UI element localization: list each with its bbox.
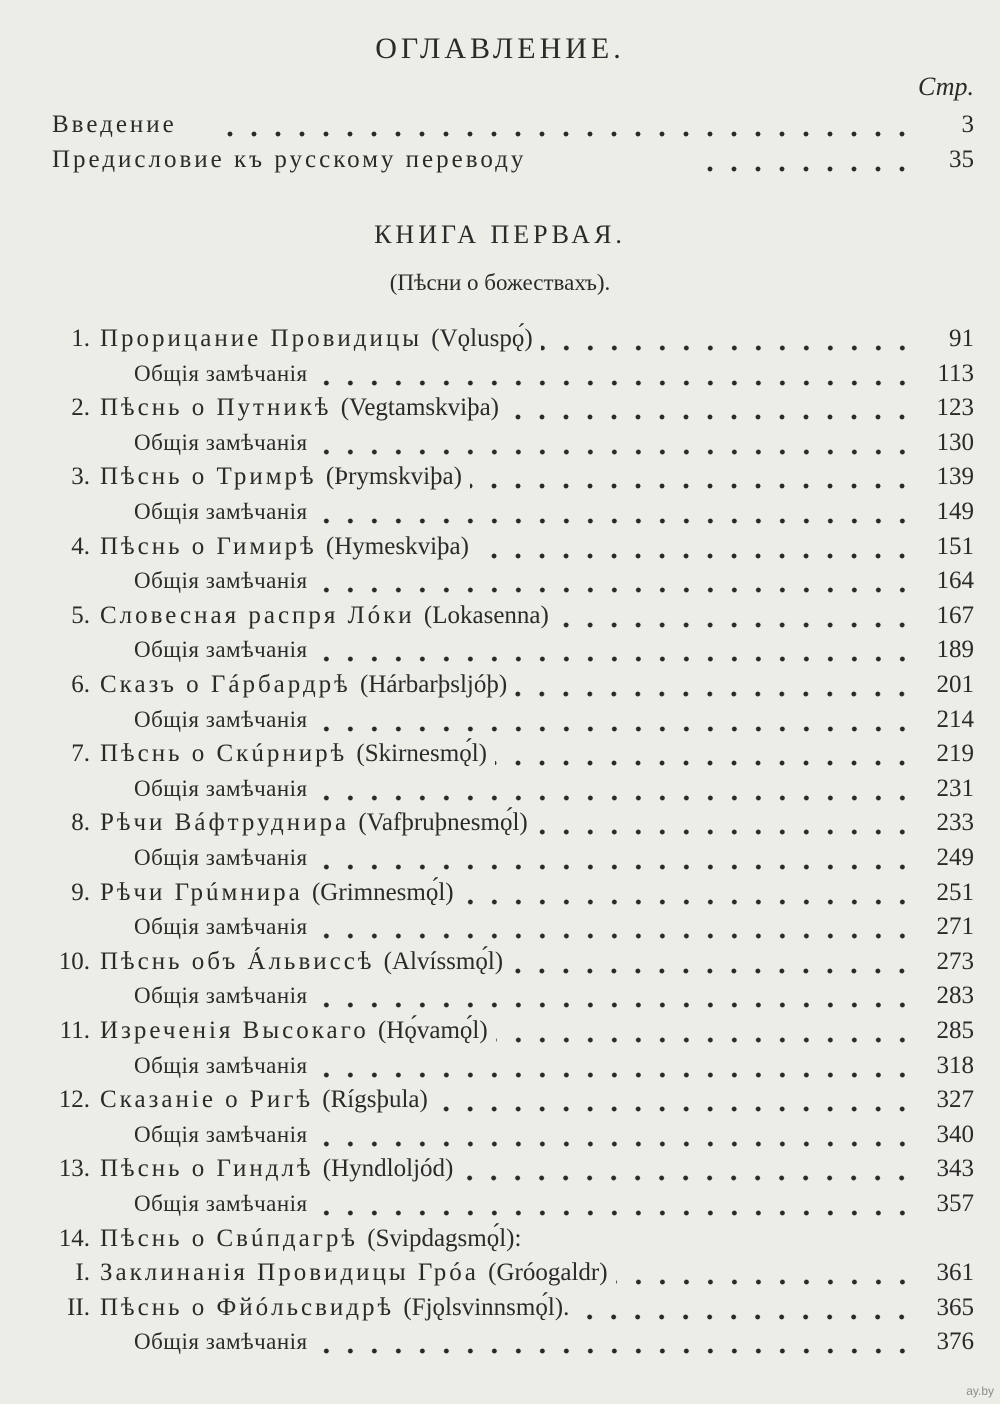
toc-entry xyxy=(0,1014,1000,1048)
dot-leader xyxy=(496,1037,914,1043)
entry-title-text: Пѣснь объ Áльвиссѣ xyxy=(100,948,375,975)
entry-number: 13. xyxy=(58,1155,90,1182)
dot-leader xyxy=(495,760,914,766)
entry-title-text: Сказаніе о Ригѣ xyxy=(100,1086,314,1113)
dot-leader xyxy=(462,899,914,905)
subentry-title: Общія замѣчанія xyxy=(134,637,308,662)
entry-number: 5. xyxy=(71,602,90,629)
page-number: 167 xyxy=(936,602,974,629)
entry-original-title: (Hǫ́vamǫ́l) xyxy=(377,1017,488,1044)
toc-subentry xyxy=(0,910,1000,944)
entry-title-text: Изреченія Высокаго xyxy=(100,1017,369,1044)
page-number: 365 xyxy=(936,1294,974,1321)
page-number: 273 xyxy=(936,948,974,975)
page-number: 285 xyxy=(936,1017,974,1044)
toc-subentry xyxy=(0,1187,1000,1221)
entry-title xyxy=(100,599,549,633)
page-number: 113 xyxy=(937,360,974,387)
entry-title xyxy=(100,1083,428,1117)
entry-original-title: (Þrymskviþa) xyxy=(325,463,462,490)
page-title: ОГЛАВЛЕНИЕ. xyxy=(375,32,625,65)
toc-subentry xyxy=(0,979,1000,1013)
dot-leader xyxy=(515,691,914,697)
entry-title-text: Пѣснь о Путникѣ xyxy=(100,394,332,421)
entry-title-text: Пѣснь о Скúрнирѣ xyxy=(100,740,348,767)
page-number: 123 xyxy=(936,394,974,421)
dot-leader xyxy=(318,1210,914,1216)
subentry-title: Общія замѣчанія xyxy=(134,1329,308,1354)
toc-subentry xyxy=(0,703,1000,737)
page-number: 318 xyxy=(936,1052,974,1079)
entry-title xyxy=(100,737,487,771)
entry-original-title: (Vǫluspǫ́) xyxy=(431,325,533,352)
page-number: 130 xyxy=(936,429,974,456)
entry-number: 4. xyxy=(71,533,90,560)
toc-entry xyxy=(0,460,1000,494)
entry-original-title: (Skirnesmǫ́l) xyxy=(356,740,487,767)
entry-title xyxy=(100,1291,569,1325)
toc-entry xyxy=(0,876,1000,910)
entry-title: Предисловие къ русскому переводу xyxy=(52,146,527,173)
toc-subentry xyxy=(0,772,1000,806)
page-number: 139 xyxy=(936,463,974,490)
subentry-title: Общія замѣчанія xyxy=(134,1191,308,1216)
page-number: 361 xyxy=(936,1259,974,1286)
entry-number: 1. xyxy=(71,325,90,352)
subentry-title: Общія замѣчанія xyxy=(134,914,308,939)
page-number: 91 xyxy=(949,325,974,352)
entry-number: 3. xyxy=(71,463,90,490)
page-number: 214 xyxy=(936,706,974,733)
entry-number: 9. xyxy=(71,879,90,906)
toc-subentry xyxy=(0,426,1000,460)
dot-leader xyxy=(507,414,914,420)
entry-title xyxy=(100,876,454,910)
toc-entry xyxy=(0,1291,1000,1325)
entry-original-title: (Svipdagsmǫ́l): xyxy=(367,1225,522,1252)
dot-leader xyxy=(702,166,914,172)
entry-title xyxy=(100,1152,453,1186)
toc-entry xyxy=(0,108,1000,142)
entry-original-title: (Gróogaldr) xyxy=(488,1259,608,1286)
toc-entry xyxy=(0,391,1000,425)
entry-original-title: (Lokasenna) xyxy=(423,602,549,629)
entry-title xyxy=(100,668,507,702)
entry-original-title: (Fjǫlsvinnsmǫ́l). xyxy=(403,1294,570,1321)
page-column-label: Стр. xyxy=(918,72,974,101)
entry-number: II. xyxy=(67,1294,90,1321)
entry-title-text: Пѣснь о Тримрѣ xyxy=(100,463,317,490)
subentry-title: Общія замѣчанія xyxy=(134,845,308,870)
dot-leader xyxy=(318,1002,914,1008)
page-number: 357 xyxy=(936,1190,974,1217)
entry-title-text: Словесная распря Лóки xyxy=(100,602,415,629)
dot-leader xyxy=(616,1279,914,1285)
entry-title-text: Пѣснь о Свúпдагрѣ xyxy=(100,1225,359,1252)
entry-original-title: (Hyndloljód) xyxy=(322,1155,454,1182)
subentry-title: Общія замѣчанія xyxy=(134,499,308,524)
dot-leader xyxy=(212,131,914,137)
subentry-title: Общія замѣчанія xyxy=(134,568,308,593)
entry-title xyxy=(100,945,503,979)
entry-title xyxy=(100,806,528,840)
dot-leader xyxy=(318,1072,914,1078)
dot-leader xyxy=(477,553,914,559)
dot-leader xyxy=(577,1314,914,1320)
dot-leader xyxy=(318,864,914,870)
dot-leader xyxy=(318,518,914,524)
entry-number: 11. xyxy=(59,1017,90,1044)
book-title: КНИГА ПЕРВАЯ. xyxy=(374,220,626,249)
subentry-title: Общія замѣчанія xyxy=(134,776,308,801)
toc-entry xyxy=(0,1256,1000,1290)
toc-entry xyxy=(0,143,1000,177)
entry-number: 7. xyxy=(71,740,90,767)
page-number: 189 xyxy=(936,636,974,663)
page-number: 233 xyxy=(936,809,974,836)
toc-entry xyxy=(0,1222,1000,1256)
dot-leader xyxy=(318,726,914,732)
entry-number: 2. xyxy=(71,394,90,421)
page-number: 149 xyxy=(936,498,974,525)
page-number: 271 xyxy=(936,913,974,940)
entry-title xyxy=(100,322,533,356)
page-number: 164 xyxy=(936,567,974,594)
page-number: 340 xyxy=(936,1121,974,1148)
entry-number: 6. xyxy=(71,671,90,698)
subentry-title: Общія замѣчанія xyxy=(134,1053,308,1078)
entry-original-title: (Hymeskviþa) xyxy=(325,533,469,560)
dot-leader xyxy=(318,933,914,939)
entry-number: 14. xyxy=(58,1225,90,1252)
page-number: 231 xyxy=(936,775,974,802)
entry-title xyxy=(100,1014,488,1048)
page-number: 151 xyxy=(936,533,974,560)
dot-leader xyxy=(436,1106,914,1112)
subentry-title: Общія замѣчанія xyxy=(134,707,308,732)
toc-entry xyxy=(0,737,1000,771)
dot-leader xyxy=(318,1348,914,1354)
toc-subentry xyxy=(0,1325,1000,1359)
entry-number: 10. xyxy=(58,948,90,975)
entry-title xyxy=(100,460,462,494)
dot-leader xyxy=(318,795,914,801)
book-subtitle: (Пѣсни о божествахъ). xyxy=(389,270,611,295)
dot-leader xyxy=(318,1141,914,1147)
page-number: 3 xyxy=(961,111,974,138)
page-number: 35 xyxy=(949,146,974,173)
toc-entry xyxy=(0,599,1000,633)
entry-title xyxy=(100,1222,521,1256)
toc-entry xyxy=(0,1083,1000,1117)
entry-title-text: Рѣчи Вáфтруднира xyxy=(100,809,350,836)
dot-leader xyxy=(511,968,914,974)
toc-subentry xyxy=(0,633,1000,667)
toc-subentry xyxy=(0,564,1000,598)
entry-title-text: Заклинанія Провидицы Грóа xyxy=(100,1259,479,1286)
entry-title xyxy=(100,1256,608,1290)
toc-entry xyxy=(0,322,1000,356)
page-number: 219 xyxy=(936,740,974,767)
toc-subentry xyxy=(0,357,1000,391)
toc-subentry xyxy=(0,1118,1000,1152)
entry-title-text: Пѣснь о Гимирѣ xyxy=(100,533,317,560)
subentry-title: Общія замѣчанія xyxy=(134,430,308,455)
dot-leader xyxy=(557,622,914,628)
dot-leader xyxy=(541,345,914,351)
entry-title-text: Рѣчи Грúмнира xyxy=(100,879,303,906)
dot-leader xyxy=(318,656,914,662)
entry-number: I. xyxy=(75,1259,90,1286)
entry-title-text: Пѣснь о Гиндлѣ xyxy=(100,1155,314,1182)
entry-title-text: Прорицание Провидицы xyxy=(100,325,423,352)
page-number: 251 xyxy=(936,879,974,906)
entry-number: 12. xyxy=(58,1086,90,1113)
toc-entry xyxy=(0,1152,1000,1186)
dot-leader xyxy=(318,449,914,455)
dot-leader xyxy=(470,483,914,489)
toc-subentry xyxy=(0,1049,1000,1083)
entry-original-title: (Rígsþula) xyxy=(322,1086,428,1113)
toc-entry xyxy=(0,945,1000,979)
entry-title-text: Сказъ о Гáрбардрѣ xyxy=(100,671,351,698)
watermark: ay.by xyxy=(966,1384,994,1398)
entry-original-title: (Alvíssmǫ́l) xyxy=(383,948,504,975)
page-number: 249 xyxy=(936,844,974,871)
entry-original-title: (Grimnesmǫ́l) xyxy=(311,879,454,906)
dot-leader xyxy=(318,587,914,593)
dot-leader xyxy=(318,380,914,386)
entry-number: 8. xyxy=(71,809,90,836)
entry-title xyxy=(100,530,469,564)
toc-subentry xyxy=(0,495,1000,529)
dot-leader xyxy=(461,1175,914,1181)
page-number: 327 xyxy=(936,1086,974,1113)
toc-subentry xyxy=(0,841,1000,875)
entry-title-text: Пѣснь о Фйóльсвидрѣ xyxy=(100,1294,395,1321)
entry-original-title: (Vafþruþnesmǫ́l) xyxy=(358,809,528,836)
toc-entry xyxy=(0,530,1000,564)
entry-title xyxy=(100,391,499,425)
subentry-title: Общія замѣчанія xyxy=(134,1122,308,1147)
page-number: 376 xyxy=(936,1328,974,1355)
page-number: 343 xyxy=(936,1155,974,1182)
entry-original-title: (Hárbarþsljóþ) xyxy=(360,671,508,698)
subentry-title: Общія замѣчанія xyxy=(134,983,308,1008)
page-number: 201 xyxy=(936,671,974,698)
dot-leader xyxy=(536,829,914,835)
toc-entry xyxy=(0,806,1000,840)
entry-original-title: (Vegtamskviþa) xyxy=(340,394,500,421)
subentry-title: Общія замѣчанія xyxy=(134,361,308,386)
toc-entry xyxy=(0,668,1000,702)
entry-title: Введение xyxy=(52,111,177,138)
page-number: 283 xyxy=(936,982,974,1009)
